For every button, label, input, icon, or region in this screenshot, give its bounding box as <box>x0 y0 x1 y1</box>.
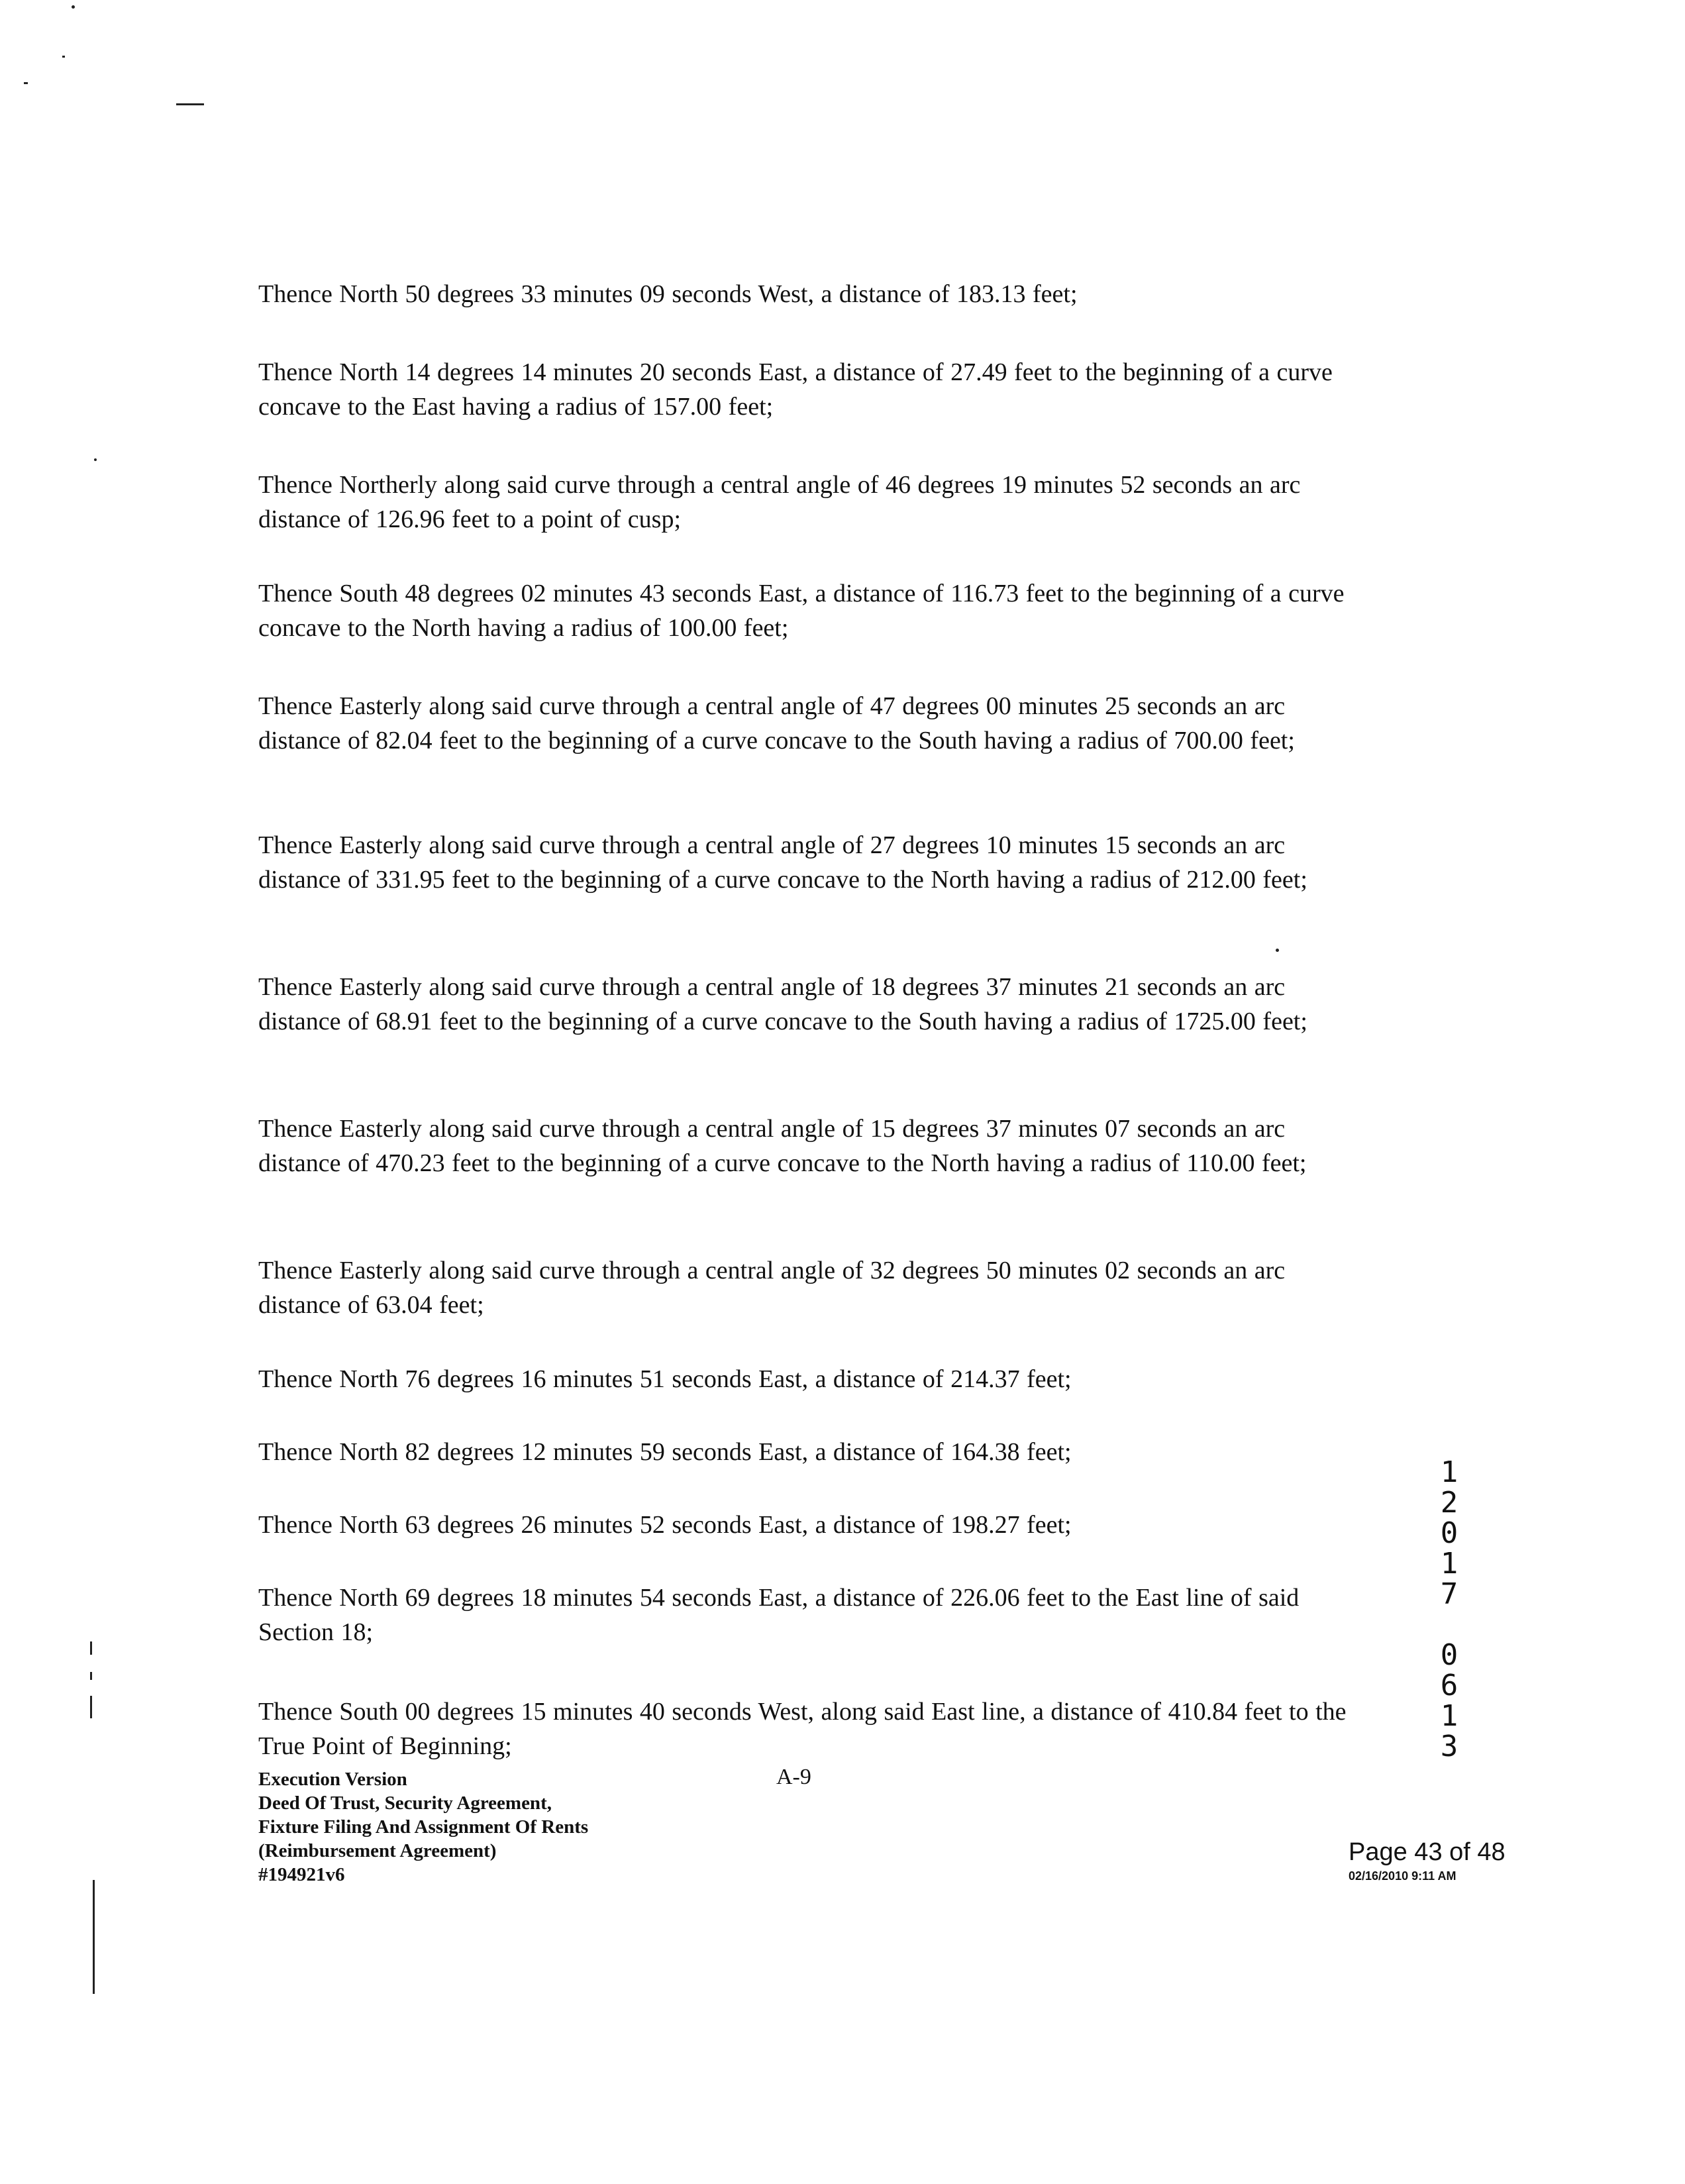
paragraph-5: Thence Easterly along said curve through a central angle of 47 degrees 00 minutes 25 seconds an arc distance of 82.04 feet to the beginning of a curve concave to the South having a radius of 700.00 feet; <box>258 692 1295 754</box>
recording-digit: 0 <box>1440 1516 1458 1550</box>
scan-speck <box>94 458 97 461</box>
paragraph-12: Thence North 63 degrees 26 minutes 52 seconds East, a distance of 198.27 feet; <box>258 1511 1072 1539</box>
paragraph-6: Thence Easterly along said curve through a central angle of 27 degrees 10 minutes 15 seconds an arc distance of 331.95 feet to the beginning of a curve concave to the North having a radius of 212.00 feet; <box>258 831 1307 894</box>
scan-speck <box>24 82 28 84</box>
recording-digit: 1 <box>1440 1699 1458 1733</box>
scan-speck <box>1276 949 1279 952</box>
paragraph-13: Thence North 69 degrees 18 minutes 54 seconds East, a distance of 226.06 feet to the East line of said Section 18; <box>258 1584 1300 1646</box>
page-number: Page 43 of 48 <box>1349 1838 1506 1866</box>
recording-digit: 6 <box>1440 1669 1458 1702</box>
recording-digit: 1 <box>1440 1547 1458 1581</box>
paragraph-4: Thence South 48 degrees 02 minutes 43 seconds East, a distance of 116.73 feet to the beginning of a curve concave to the North having a radius of 100.00 feet; <box>258 580 1345 642</box>
recording-number <box>1436 1457 1462 1762</box>
footer-title-line-3: (Reimbursement Agreement) <box>258 1840 497 1861</box>
recording-digit: 1 <box>1440 1455 1458 1489</box>
paragraph-14: Thence South 00 degrees 15 minutes 40 seconds West, along said East line, a distance of 410.84 feet to the True Point of Beginning; <box>258 1698 1347 1760</box>
paragraph-9: Thence Easterly along said curve through a central angle of 32 degrees 50 minutes 02 seconds an arc distance of 63.04 feet; <box>258 1257 1286 1319</box>
footer-version: Execution Version <box>258 1769 407 1790</box>
recording-digit: 3 <box>1440 1730 1458 1763</box>
footer-title-line-1: Deed Of Trust, Security Agreement, <box>258 1793 552 1814</box>
margin-line <box>93 1880 95 1994</box>
paragraph-7: Thence Easterly along said curve through a central angle of 18 degrees 37 minutes 21 seconds an arc distance of 68.91 feet to the beginning of a curve concave to the South having a radius of 1725.00 feet; <box>258 973 1307 1035</box>
paragraph-1: Thence North 50 degrees 33 minutes 09 seconds West, a distance of 183.13 feet; <box>258 280 1078 308</box>
footer-doc-number: #194921v6 <box>258 1864 345 1885</box>
margin-line <box>90 1696 92 1718</box>
exhibit-page-label: A-9 <box>776 1765 811 1789</box>
paragraph-10: Thence North 76 degrees 16 minutes 51 seconds East, a distance of 214.37 feet; <box>258 1365 1072 1393</box>
scan-speck <box>72 5 75 9</box>
paragraph-3: Thence Northerly along said curve through a central angle of 46 degrees 19 minutes 52 seconds an arc distance of 126.96 feet to a point of cusp; <box>258 471 1301 533</box>
recording-digit: 2 <box>1440 1486 1458 1520</box>
scan-dash <box>176 103 204 105</box>
recording-digit: 7 <box>1440 1577 1458 1611</box>
recording-digit: 0 <box>1440 1638 1458 1672</box>
margin-line <box>90 1672 92 1680</box>
paragraph-8: Thence Easterly along said curve through a central angle of 15 degrees 37 minutes 07 seconds an arc distance of 470.23 feet to the beginning of a curve concave to the North having a radius of 110.00 feet; <box>258 1115 1307 1177</box>
footer-title-line-2: Fixture Filing And Assignment Of Rents <box>258 1816 589 1838</box>
margin-line <box>90 1641 92 1655</box>
scan-speck <box>62 56 65 58</box>
paragraph-2: Thence North 14 degrees 14 minutes 20 seconds East, a distance of 27.49 feet to the beginning of a curve concave to the East having a radius of 157.00 feet; <box>258 358 1333 421</box>
page-timestamp: 02/16/2010 9:11 AM <box>1349 1869 1456 1883</box>
paragraph-11: Thence North 82 degrees 12 minutes 59 seconds East, a distance of 164.38 feet; <box>258 1438 1072 1466</box>
recording-gap <box>1436 1610 1462 1640</box>
footer-document-info <box>258 1767 588 1887</box>
